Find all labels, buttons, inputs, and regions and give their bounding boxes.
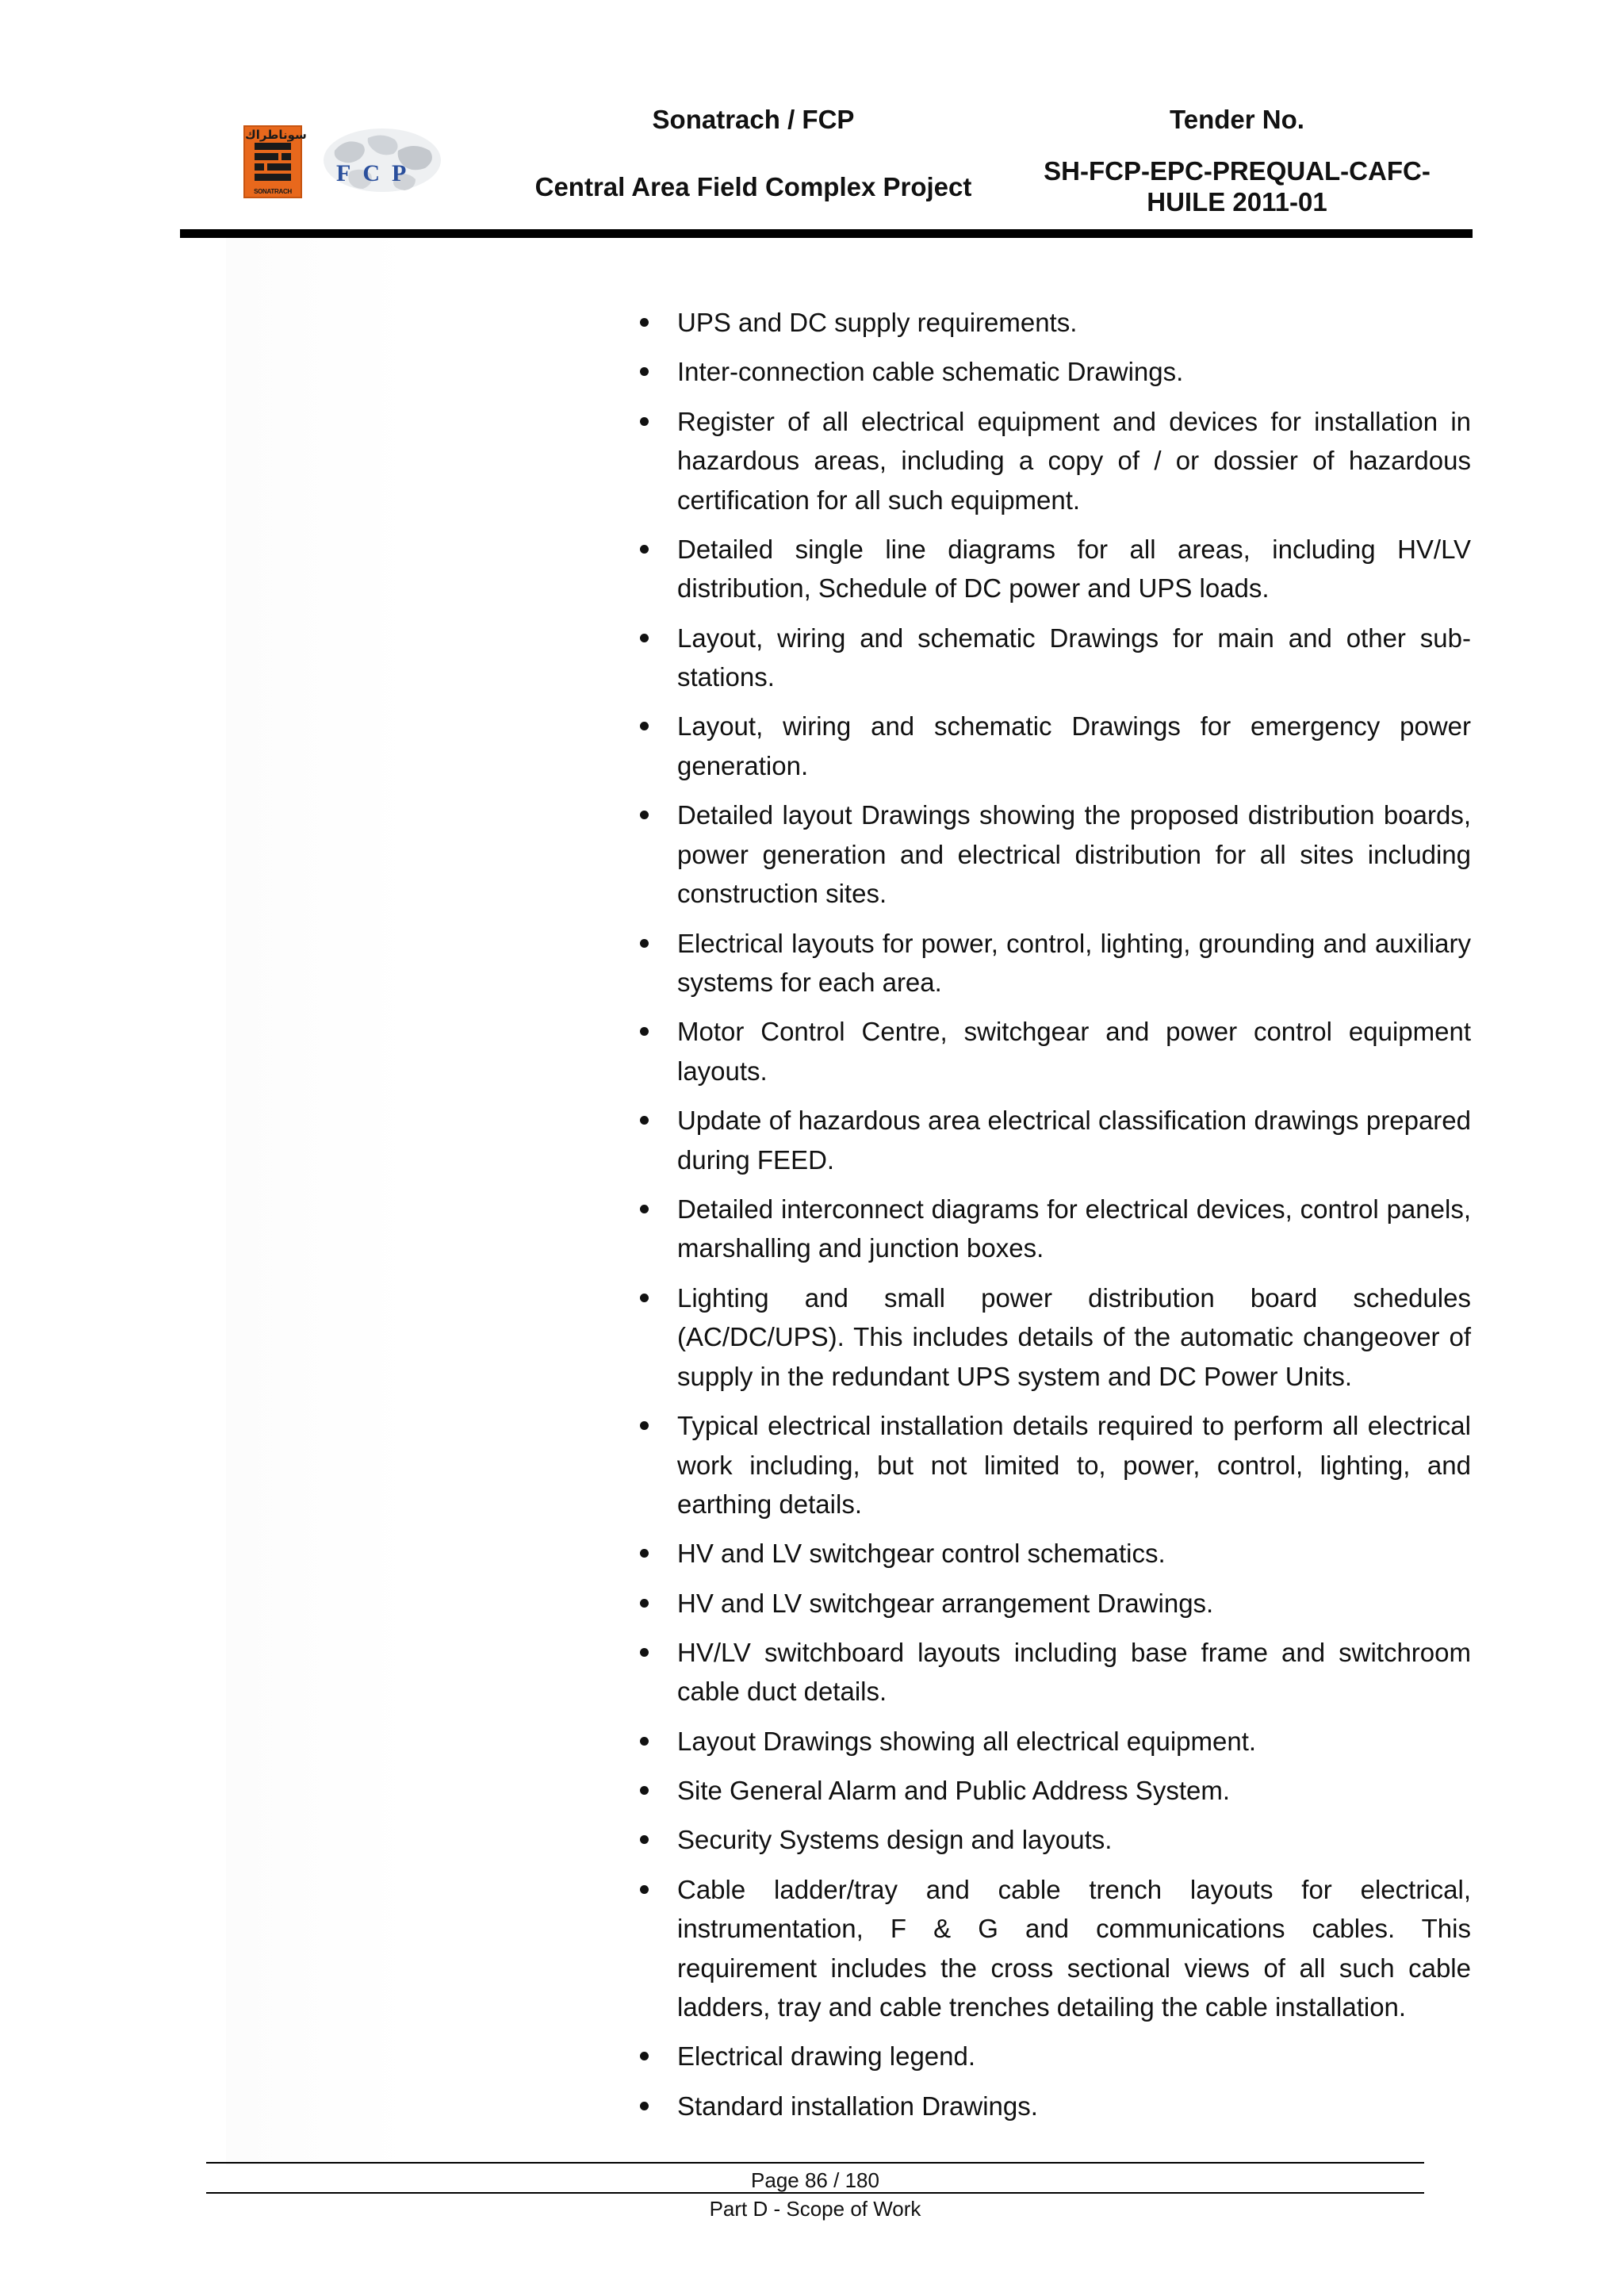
bullet-icon xyxy=(640,1205,649,1213)
list-item xyxy=(634,1870,1471,2027)
list-item-text: Layout, wiring and schematic Drawings for main and other sub-stations. xyxy=(677,623,1471,692)
list-item xyxy=(634,795,1471,914)
bullet-icon xyxy=(640,1885,649,1894)
project-name: Central Area Field Complex Project xyxy=(534,172,972,201)
list-item-text: Register of all electrical equipment and devices for installation in hazardous areas, including a copy of / or dossier of hazardous certification for all such equipment. xyxy=(677,406,1471,515)
bullet-icon xyxy=(640,1027,649,1036)
bullet-icon xyxy=(640,1648,649,1657)
list-item-text: HV and LV switchgear control schematics. xyxy=(677,1539,1166,1569)
list-item xyxy=(634,1101,1471,1179)
fcp-logo-letters: FCP xyxy=(336,160,419,186)
list-item xyxy=(634,1190,1471,1268)
bullet-icon xyxy=(640,417,649,426)
list-item xyxy=(634,352,1471,392)
footer-rule-bottom xyxy=(206,2192,1424,2194)
list-item xyxy=(634,707,1471,785)
list-item xyxy=(634,1534,1471,1573)
list-item-text: Inter-connection cable schematic Drawings. xyxy=(677,357,1184,387)
bullet-icon xyxy=(640,1116,649,1125)
list-item xyxy=(634,1012,1471,1091)
list-item-text: Lighting and small power distribution board schedules (AC/DC/UPS). This includes details of the automatic changeover of supply in the redundant UPS system and DC Power Units. xyxy=(677,1282,1471,1391)
list-item xyxy=(634,1406,1471,1524)
list-item xyxy=(634,1820,1471,1860)
bullet-icon xyxy=(640,1599,649,1608)
bullet-icon xyxy=(640,1737,649,1746)
list-item-text: HV and LV switchgear arrangement Drawings. xyxy=(677,1588,1214,1618)
list-item-text: Detailed layout Drawings showing the proposed distribution boards, power generation and electrical distribution for all sites including construction sites. xyxy=(677,800,1471,909)
list-item xyxy=(634,619,1471,697)
company-name: Sonatrach / FCP xyxy=(652,105,855,134)
bullet-icon xyxy=(640,811,649,819)
deliverables-list xyxy=(634,303,1471,2136)
bullet-icon xyxy=(640,545,649,554)
footer-rule-top xyxy=(206,2162,1424,2164)
list-item-text: Cable ladder/tray and cable trench layouts for electrical, instrumentation, F & G and communications cables. This requirement includes the cross sectional views of all such cable ladders, tray and cable trenches detailing the cable installation. xyxy=(677,1874,1471,2022)
list-item xyxy=(634,2087,1471,2126)
sonatrach-logo xyxy=(243,125,307,198)
tender-number-line2: HUILE 2011-01 xyxy=(1147,187,1327,217)
list-item-text: Layout Drawings showing all electrical equipment. xyxy=(677,1726,1257,1756)
list-item xyxy=(634,1278,1471,1397)
bullet-icon xyxy=(640,318,649,327)
list-item xyxy=(634,1584,1471,1623)
list-item-text: Detailed single line diagrams for all areas, including HV/LV distribution, Schedule of DC power and UPS loads. xyxy=(677,534,1471,604)
section-title: Part D - Scope of Work xyxy=(709,2197,921,2221)
bullet-icon xyxy=(640,367,649,376)
list-item xyxy=(634,1633,1471,1711)
page-header xyxy=(0,0,1624,246)
tender-number-line1: SH-FCP-EPC-PREQUAL-CAFC- xyxy=(1044,156,1431,186)
bullet-icon xyxy=(640,1421,649,1430)
sonatrach-logo-mark xyxy=(255,143,291,182)
list-item-text: Update of hazardous area electrical classification drawings prepared during FEED. xyxy=(677,1106,1471,1175)
bullet-icon xyxy=(640,2052,649,2060)
bullet-icon xyxy=(640,722,649,730)
page-number: Page 86 / 180 xyxy=(751,2168,879,2192)
fcp-logo xyxy=(319,127,446,198)
list-item-text: Security Systems design and layouts. xyxy=(677,1825,1113,1855)
sonatrach-logo-arabic: سوناطراك xyxy=(245,128,307,142)
list-item-text: Motor Control Centre, switchgear and power control equipment layouts. xyxy=(677,1017,1471,1086)
header-rule xyxy=(180,229,1473,238)
tender-label: Tender No. xyxy=(1170,105,1304,134)
bullet-icon xyxy=(640,1549,649,1558)
list-item-text: Detailed interconnect diagrams for electrical devices, control panels, marshalling and junction boxes. xyxy=(677,1194,1471,1263)
list-item-text: HV/LV switchboard layouts including base frame and switchroom cable duct details. xyxy=(677,1637,1471,1707)
bullet-icon xyxy=(640,939,649,948)
list-item-text: Electrical layouts for power, control, lighting, grounding and auxiliary systems for each area. xyxy=(677,928,1471,998)
bullet-icon xyxy=(640,1786,649,1795)
list-item xyxy=(634,303,1471,343)
list-item xyxy=(634,2037,1471,2076)
bullet-icon xyxy=(640,1835,649,1844)
bullet-icon xyxy=(640,634,649,642)
list-item xyxy=(634,530,1471,608)
list-item-text: Standard installation Drawings. xyxy=(677,2091,1038,2121)
list-item xyxy=(634,1771,1471,1811)
sonatrach-logo-name: SONATRACH xyxy=(254,188,292,195)
list-item xyxy=(634,402,1471,520)
list-item xyxy=(634,1722,1471,1761)
list-item xyxy=(634,924,1471,1002)
bullet-icon xyxy=(640,2102,649,2110)
list-item-text: Site General Alarm and Public Address System. xyxy=(677,1776,1230,1806)
list-item-text: Typical electrical installation details required to perform all electrical work including, but not limited to, power, control, lighting, and earthing details. xyxy=(677,1411,1471,1520)
list-item-text: Layout, wiring and schematic Drawings for emergency power generation. xyxy=(677,711,1471,780)
bullet-icon xyxy=(640,1294,649,1302)
list-item-text: UPS and DC supply requirements. xyxy=(677,308,1078,337)
list-item-text: Electrical drawing legend. xyxy=(677,2041,976,2072)
